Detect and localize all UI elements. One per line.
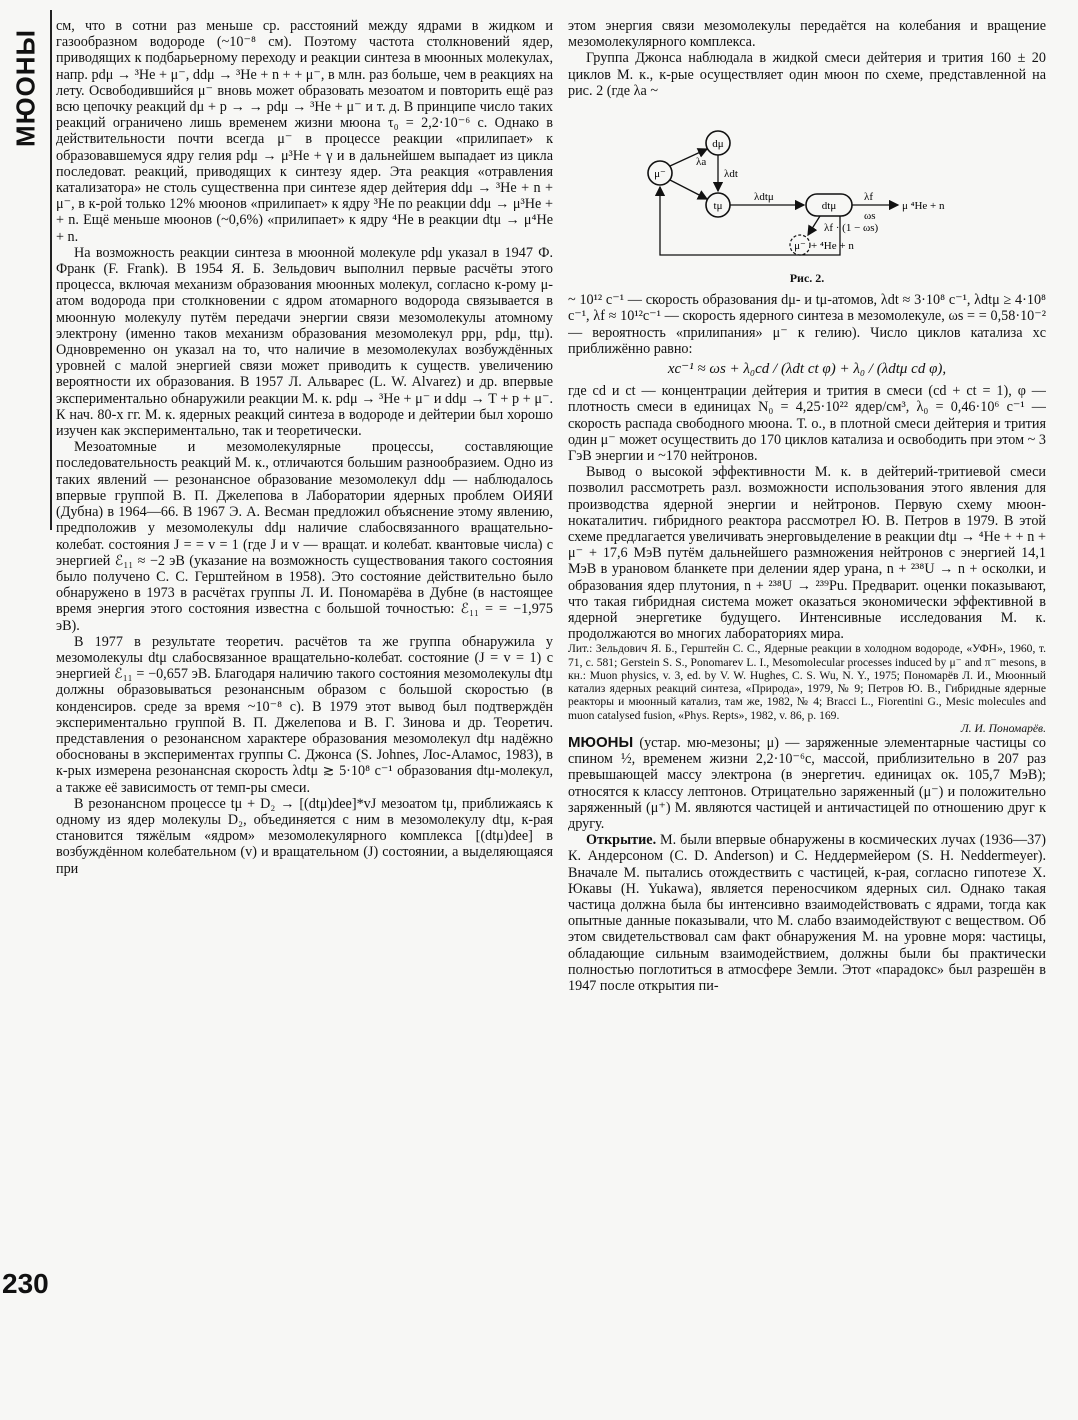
right-after-figure: ~ 10¹² с⁻¹ — скорость образования dμ- и tμ-атомов, λdt ≈ 3·10⁸ с⁻¹, λdtμ ≥ 4·10⁸ с⁻¹, λf ≈ 10¹²с⁻¹ — скорость ядерного синтеза в мезомолекуле, ωs = = 0,58·10⁻² — вероятность «прилипания» μ⁻ к гелию). Число циклов катализа xc приближённо равно: <box>568 292 1046 357</box>
left-paragraph-3: Мезоатомные и мезомолекулярные процессы, составляющие последовательность реакций М. к., отличаются большим разнообразием. Одно из таких явлений — резонансное образование мезомолекул ddμ — наблюдалось впервые группой В. П. Джелепова в Лаборатории ядерных проблем ОИЯИ (Дубна) в 1964—66. В 1967 Э. А. Весман предложил объяснение этому явлению, предположив у мезомолекулы ddμ наличие слабосвязанного вращательно-колебат. состояния J = = v = 1 (где J и v — вращат. и колебат. квантовые числа) с энергией ℰ₁₁ ≈ −2 эВ (указание на возможность существования такого состояния было получено С. С. Герштейном в 1958). Это состояние действительно было обнаружено в 1973 в расчётах группы Л. И. Пономарёва в Дубне (в настоящее время энергия этого состояния известна с большой точностью: ℰ₁₁ = = −1,975 эВ). <box>56 439 553 634</box>
right-intro-2: Группа Джонса наблюдала в жидкой смеси дейтерия и трития 160 ± 20 циклов М. к., к-рые осуществляет один мюон по схеме, представленной на рис. 2 (где λa ~ <box>568 50 1046 99</box>
left-paragraph-1: см, что в сотни раз меньше ср. расстояний между ядрами в жидком и газообразном водороде (~10⁻⁸ см). Поэтому частота столкновений ядер, приводящих к подбарьерному переходу и реакции синтеза в мюонных молекулах, напр. pdμ → ³He + μ⁻, ddμ → ³He + n + + μ⁻, в млн. раз больше, чем в реакциях на лету. Освободившийся μ⁻ вновь может образовать мезоатом и повторить ещё раз всю цепочку реакций dμ + p → → pdμ → ³He + μ⁻ и т. д. В принципе число таких реакций ограничено лишь временем жизни мюона τ₀ = 2,2·10⁻⁶ с. Однако в действительности почти всегда μ⁻ в процессе реакции «прилипает» к образовавшемуся ядру гелия pdμ → μ³He + γ и в дальнейшем выпадает из цикла последоват. реакций, приводящих к синтезу ядер. Эта реакция «отравления катализатора» не столь существенна при синтезе ядер дейтерия ddμ → ³He + n + μ⁻, в к-рой только 12% мюонов «прилипает» к ядру ³He по реакции ddμ → μ³He + + n. Ещё меньше мюонов (~0,6%) «прилипает» к ядру ⁴He в реакции dtμ → μ⁴He + n. <box>56 18 553 245</box>
cycle-count-formula: xc⁻¹ ≈ ωs + λ₀cd / (λdt ct φ) + λ₀ / (λdtμ cd φ), <box>667 361 947 378</box>
entry-muons <box>568 735 1046 832</box>
label-lambda-dt: λdt <box>724 168 738 181</box>
left-paragraph-5: В резонансном процессе tμ + D₂ → [(dtμ)dee]*vJ мезоатом tμ, приближаясь к одному из ядер молекулы D₂, объединяется с ним в мезомолекулу dtμ, к-рая становится тяжёлым «ядром» мезомолекулярного комплекса [(dtμ)dee] в возбуждённом колебательном (v) и вращательном (J) состоянии, а выделяющаяся при <box>56 795 553 877</box>
arrow-mu-tmu <box>670 180 707 199</box>
discovery-heading: Открытие. <box>586 832 657 849</box>
label-omega-s: ωs <box>864 210 876 223</box>
discovery-text: М. были впервые обнаружены в космических лучах (1936—37) К. Андерсоном (C. D. Anderson) и С. Неддермейером (S. H. Neddermeyer). Вначале М. пытались отождествить с частицей, к-рая, согласно гипотезе Х. Юкавы (H. Yukawa), является переносчиком ядерных сил. Однако такая частица должна была бы интенсивно взаимодействовать с ядрами, тогда как опытные данные показывали, что М. слабо взаимодействуют с веществом. Об этом свидетельствовал сам факт обнаружения М. на уровне моря: частицы, обладающие сильным взаимодействием, должны были бы практически полностью поглотиться в атмосфере Земли. Этот «парадокс» был разрешён в 1947 после открытия пи- <box>568 832 1046 994</box>
left-paragraph-4: В 1977 в результате теоретич. расчётов та же группа обнаружила у мезомолекулы dtμ слабосвязанное вращательно-колебат. состояние (J = v = 1) с энергией ℰ₁₁ = −0,657 эВ. Благодаря наличию такого состояния мезомолекулы dtμ должны образовываться резонансным образом с большой скоростью (в конденсиров. среде за время ~10⁻⁸ с). В 1979 этот вывод был подтверждён экспериментально группой В. П. Джелепова и В. Г. Зинова и др. Теоретич. представления о резонансном характере образования мезомолекул dtμ надёжно обоснованы в экспериментах группы С. Джонса (S. Johnes, Лос-Аламос, 1983), в к-рых измерена резонансная скорость λdtμ ≳ 5·10⁸ с⁻¹ образования dtμ-молекул, а также её зависимость от темп-ры смеси. <box>56 633 553 796</box>
left-column <box>56 18 553 1308</box>
arrow-dtmu-sticking <box>808 216 820 235</box>
discovery-paragraph <box>568 832 1046 994</box>
right-paragraph-1: где cd и ct — концентрации дейтерия и трития в смеси (cd + ct = 1), φ — плотность смеси в единицах N₀ = 4,25·10²² ядер/см³, λ₀ = 0,46·10⁶ с⁻¹ — скорость распада свободного мюона. Т. о., в плотной смеси дейтерия и трития один μ⁻ может осуществить до 170 циклов катализа и освободить при этом ~ 3 ГэВ энергии и ~170 нейтронов. <box>568 383 1046 465</box>
node-tmu-label: tμ <box>713 200 723 213</box>
label-lambda-f-bottom: λf · (1 − ωs) <box>824 222 879 235</box>
label-lambda-a: λa <box>696 156 707 169</box>
label-product-bottom: + ⁴He + n <box>811 240 854 253</box>
rubric-text: МЮОНЫ <box>10 29 41 147</box>
label-lambda-dtmu: λdtμ <box>754 191 774 204</box>
literature-block <box>568 642 1046 734</box>
node-mu-sticking-label: μ⁻ <box>794 240 806 253</box>
figure-caption: Рис. 2. <box>789 271 825 286</box>
page-number: 230 <box>2 1268 49 1299</box>
node-mu-label: μ⁻ <box>654 168 666 181</box>
entry-text: (устар. мю-мезоны; μ) — заряженные элементарные частицы со спином ½, временем жизни 2,2·10⁻⁶с, массой, приблизительно в 207 раз превышающей массу электрона (в энергетич. единицах ок. 105,7 МэВ); относятся к классу лептонов. Отрицательно заряженный (μ⁻) и положительно заряженный (μ⁺) М. являются частицей и античастицей по отношению друг к другу. <box>568 734 1046 832</box>
entry-headword: МЮОНЫ <box>568 733 634 751</box>
node-dtmu-label: dtμ <box>821 200 837 213</box>
right-paragraph-2: Вывод о высокой эффективности М. к. в дейтерий-тритиевой смеси позволил рассмотреть разл. возможности использования этого явления для производства ядерной энергии и нейтронов. Первую схему мюон-нокаталитич. гибридного реактора рассмотрел Ю. В. Петров в 1979. В этой схеме предлагается увеличивать энерговыделение в реакции dtμ → ⁴He + + n + μ⁻ + 17,6 МэВ путём дальнейшего размножения нейтронов с энергией 14,1 МэВ в урановом бланкете при делении ядер урана, n + ²³⁸U → n + осколки, и образования ядер плутония, n + ²³⁸U → ²³⁹Pu. Предварит. оценки показывают, что такая гибридная система может оказаться экономически эффективной в ядерной энергетике будущего. Интенсивные исследования М. к. продолжаются во многих лабораториях мира. <box>568 464 1046 643</box>
right-intro-1: этом энергия связи мезомолекулы передаётся на колебания и вращение мезомолекулярного комплекса. <box>568 18 1046 51</box>
rubric-rule <box>50 10 52 530</box>
right-column <box>568 18 1046 1318</box>
literature-text: Лит.: Зельдович Я. Б., Герштейн С. С., Ядерные реакции в холодном водороде, «УФН», 1960, т. 71, с. 581; Gerstein S. S., Ponomarev L. I., Mesomolecular processes induced by μ⁻ and π⁻ mesons, в кн.: Muon physics, v. 3, ed. by V. W. Hughes, C. S. Wu, N. Y., 1975; Пономарёв Л. И., Мюонный катализ ядерных реакций синтеза, «Природа», 1979, № 9; Петров Ю. В., Гибридные ядерные реакторы и мюонный катализ, там же, 1982, № 4; Bracci L., Fiorentini G., Mesic molecules and muon catalysed fusion, «Phys. Repts», 1982, v. 86, p. 169. <box>568 642 1046 722</box>
literature-author: Л. И. Пономарёв. <box>960 721 1046 735</box>
page-rubric <box>4 18 48 158</box>
node-dmu-label: dμ <box>712 138 724 151</box>
figure-2-diagram <box>568 103 1046 268</box>
label-lambda-f: λf <box>864 191 873 204</box>
catalysis-cycle-svg <box>568 103 1046 268</box>
left-paragraph-2: На возможность реакции синтеза в мюонной молекуле pdμ указал в 1947 Ф. Франк (F. Frank). В 1954 Я. Б. Зельдович выполнил первые расчёты этого процесса, включая механизм образования мюонных молекул, согласно к-рому μ-атом водорода при столкновении с ядром атомарного водорода связывается в мюонную молекулу путём передачи энергии связи мезомолекулы атомному электрону (именно таков механизм образования мезомолекул ppμ, pdμ, ttμ). Одновременно он указал на то, что наличие в мезомолекулах возбуждённых уровней с малой энергией связи может приводить к существ. увеличению вероятности их образования. В 1957 Л. Альварес (L. W. Alvarez) и др. впервые экспериментально обнаружили реакции М. к. pdμ → ³He + μ⁻ и ddμ → T + p + μ⁻. К нач. 80-х гг. М. к. ядерных реакций синтеза в водороде и дейтерии был хорошо изучен как экспериментально, так и теоретически. <box>56 244 553 440</box>
label-product-top: μ ⁴He + n <box>902 200 945 213</box>
